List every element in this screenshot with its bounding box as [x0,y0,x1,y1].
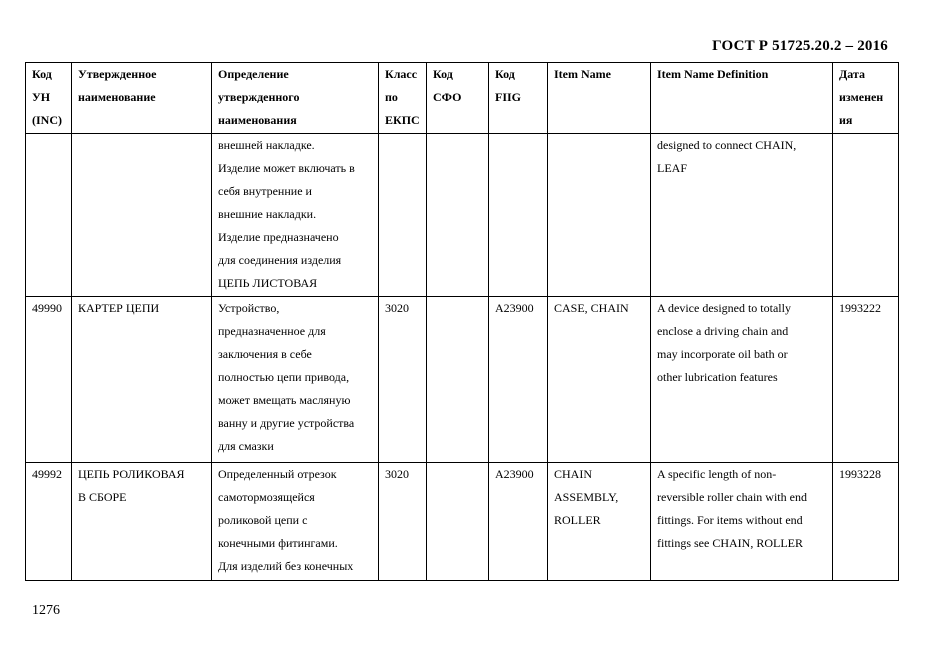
header-inc: Код УН (INC) [26,63,72,134]
item-definition-cell: A specific length of non- reversible roller chain with end fittings. For items without end fittings see CHAIN, ROLLER [651,463,833,581]
header-item-name: Item Name [548,63,651,134]
document-id-header: ГОСТ Р 51725.20.2 – 2016 [712,38,888,54]
table-row [26,297,899,463]
item-name-cell: CHAIN ASSEMBLY, ROLLER [548,463,651,581]
item-names-table [25,62,899,581]
inc-cell: 49992 [26,463,72,581]
fiig-cell [489,134,548,297]
sfo-cell [427,297,489,463]
item-name-cell: CASE, CHAIN [548,297,651,463]
change-date-cell: 1993222 [833,297,899,463]
item-name-cell [548,134,651,297]
table-row [26,134,899,297]
sfo-cell [427,134,489,297]
class-cell [379,134,427,297]
fiig-cell: A23900 [489,463,548,581]
header-class: Класс по ЕКПС [379,63,427,134]
header-definition: Определение утвержденного наименования [212,63,379,134]
class-cell: 3020 [379,297,427,463]
approved-name-cell: КАРТЕР ЦЕПИ [72,297,212,463]
inc-cell [26,134,72,297]
definition-cell: внешней накладке. Изделие может включать в себя внутренние и внешние накладки. Изделие предназначено для соединения изделия ЦЕПЬ ЛИСТОВАЯ [212,134,379,297]
header-approved-name: Утвержденное наименование [72,63,212,134]
header-fiig: Код FIIG [489,63,548,134]
fiig-cell: A23900 [489,297,548,463]
header-item-name-definition: Item Name Definition [651,63,833,134]
approved-name-cell [72,134,212,297]
inc-cell: 49990 [26,297,72,463]
change-date-cell: 1993228 [833,463,899,581]
definition-cell: Устройство, предназначенное для заключения в себе полностью цепи привода, может вмещать масляную ванну и другие устройства для смазки [212,297,379,463]
item-definition-cell: A device designed to totally enclose a driving chain and may incorporate oil bath or other lubrication features [651,297,833,463]
page-number: 1276 [32,603,60,618]
table-header-row [26,63,899,134]
item-definition-cell: designed to connect CHAIN, LEAF [651,134,833,297]
table-row [26,463,899,581]
header-sfo: Код СФО [427,63,489,134]
change-date-cell [833,134,899,297]
sfo-cell [427,463,489,581]
approved-name-cell: ЦЕПЬ РОЛИКОВАЯ В СБОРЕ [72,463,212,581]
class-cell: 3020 [379,463,427,581]
definition-cell: Определенный отрезок самотормозящейся роликовой цепи с конечными фитингами. Для изделий без конечных [212,463,379,581]
header-change-date: Дата изменен ия [833,63,899,134]
